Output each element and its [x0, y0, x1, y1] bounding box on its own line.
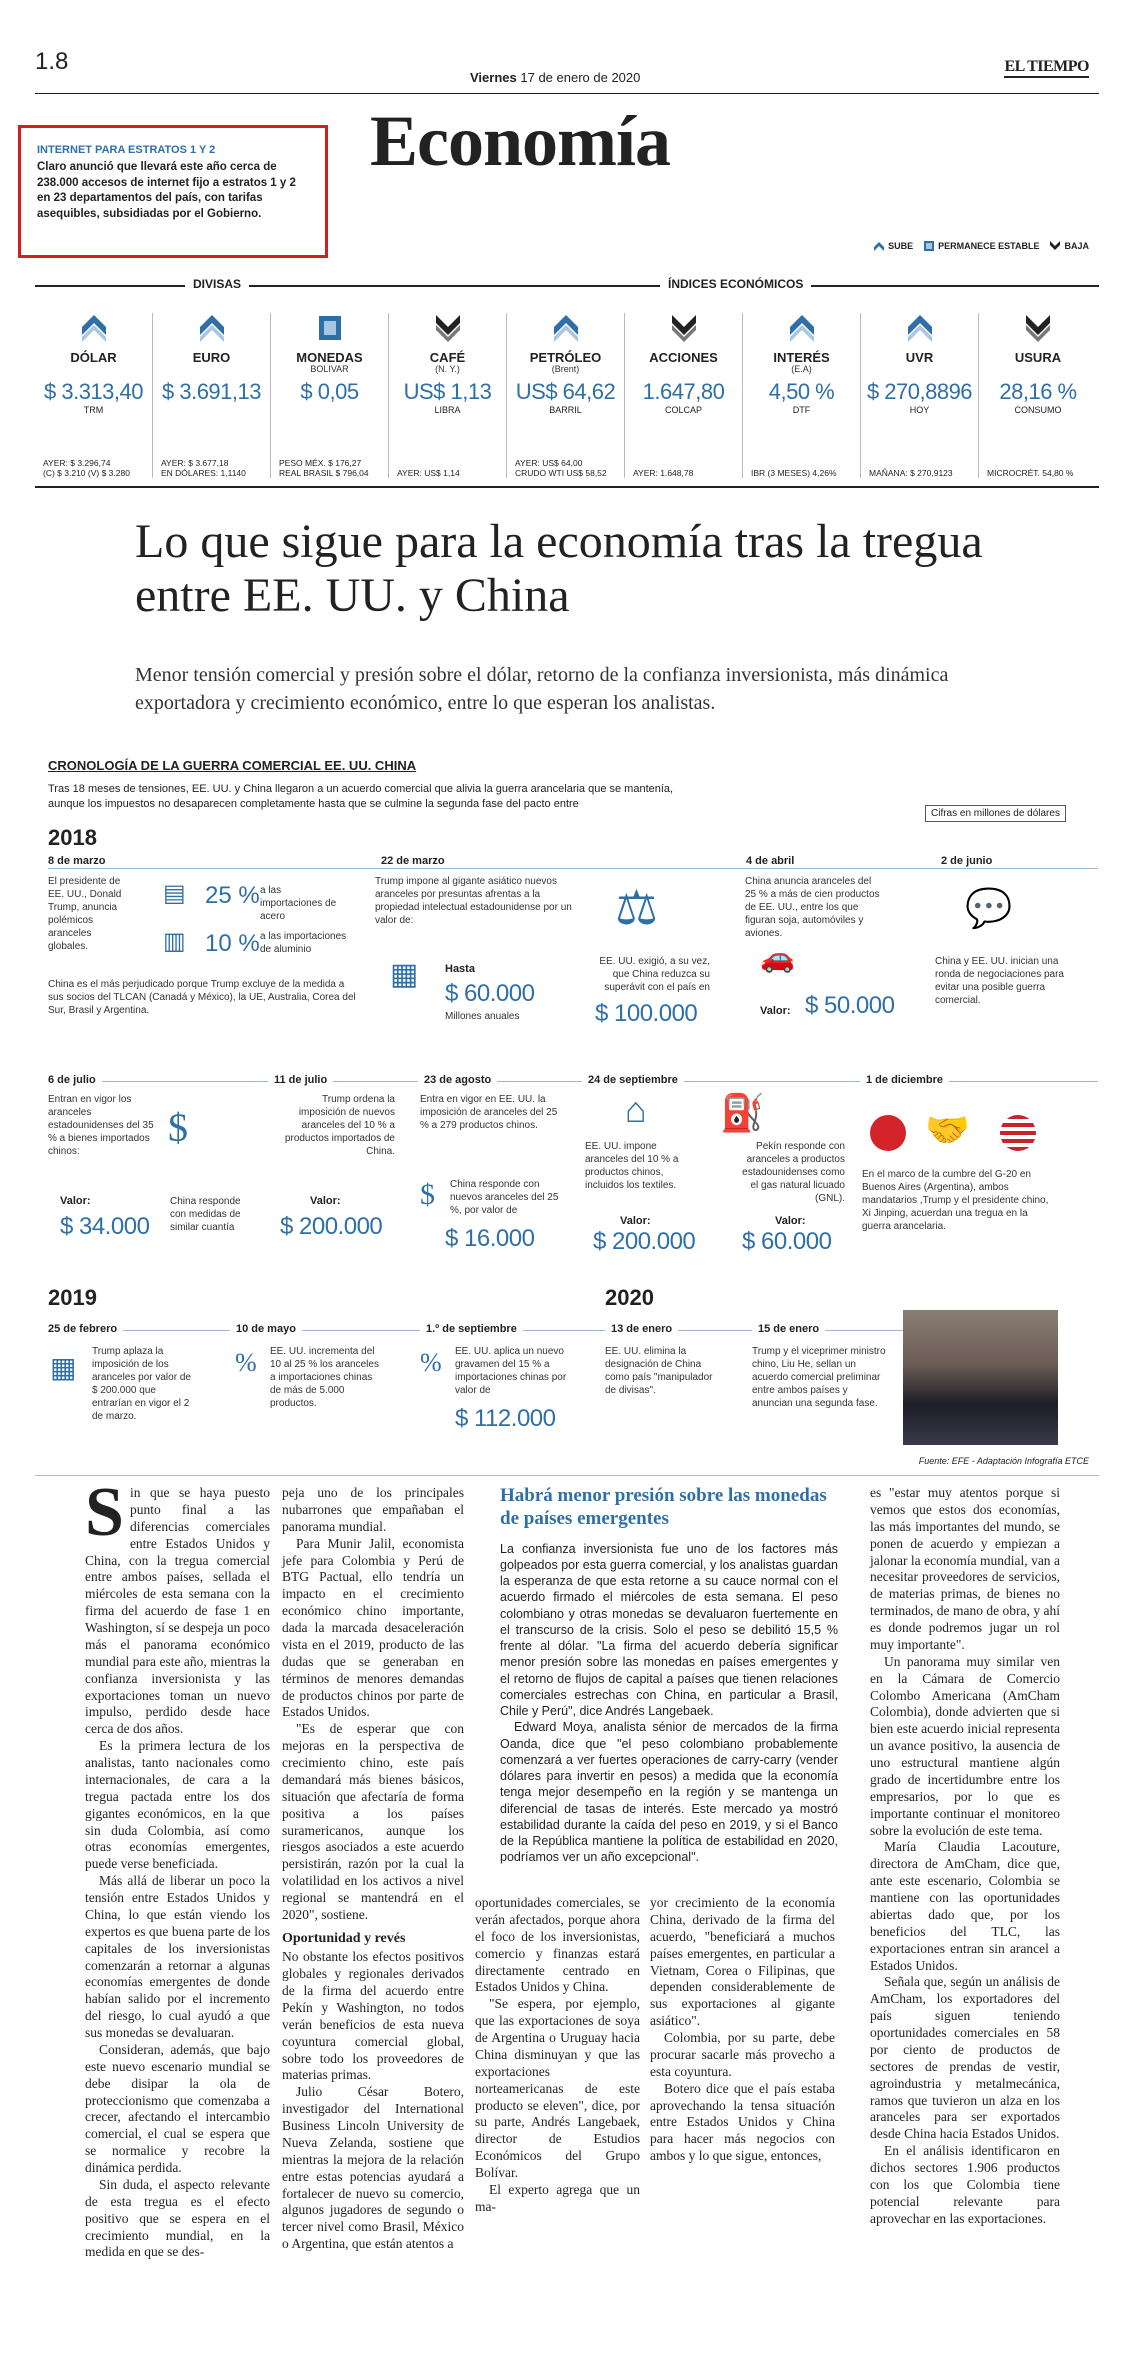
indicator-unit: COLCAP: [664, 405, 702, 415]
event-note: China responde con medidas de similar cuantía: [170, 1196, 241, 1233]
event-note: China es el más perjudicado porque Trump excluye de la medida a sus socios del TLCAN (Canadá y México), la UE, Australia, Corea del Sur, Brasil y Argentina.: [48, 979, 356, 1016]
indicator-monedas: [271, 313, 389, 478]
value-label: Valor:: [310, 1195, 341, 1207]
box-body: La confianza inversionista fue uno de los factores más golpeados por esta guerra comercial, y los analistas guardan la esperanza de que esta retorne a su cauce normal con el acuerdo firmado el miércoles de esta semana. El peso colombiano y otras monedas se devaluaron fuertemente en el transcurso de la crisis. Solo el peso se debilitó 15,5 % frente al dólar. "La firma del acuerdo debería significar menor presión sobre las monedas en países emergentes y el retorno de flujos de capital a países que tienen relaciones comerciales estrechas con China, en particular a Brasil, Chile y Perú", dice Andrés Langebaek. Edward Moya, analista sénior de mercados de la firma Oanda, dice que "el peso colombiano probablemente comenzará a ver fuertes operaciones de carry-carry (vender dólares para invertir en pesos) a medida que la economía tenga mejor desempeño en la región y se mantenga un diferencial de tasas de interés. Este mercado ya mostró estabilidad durante la caída del peso en 2019, y si el Banco de la República mantiene la política de estabilidad en 2020, podríamos ver un año excepcional".: [500, 1541, 838, 1865]
indicator-unit: BARRIL: [549, 405, 582, 415]
page-number: 1.8: [35, 48, 69, 75]
newspaper-logo: EL TIEMPO: [1004, 58, 1089, 78]
trend-down-icon: [1024, 313, 1052, 343]
chronology-title: CRONOLOGÍA DE LA GUERRA COMERCIAL EE. UU. CHINA: [48, 758, 417, 773]
indicator-sub: BOLIVAR: [310, 364, 349, 374]
article-column-2: peja uno de los principales nubarrones que empañaban el panorama mundial. Para Munir Jalil, economista jefe para Colombia y Perú de BTG Pactual, ello tendría un impacto en el crecimiento económico chino importante, dada la marcada desaceleración vista en el 2019, producto de las dudas que se generaban en términos de menores demandas de productos chinos por parte de Estados Unidos. "Es de esperar que con mejoras en la perspectiva de crecimiento chino, este país demandará más bienes básicos, situación que afectaría de forma positiva a los países suramericanos, aunque los riesgos asociados a este acuerdo persistirán, razón por la cual la volatilidad en los activos a nivel regional se mantendrá en el 2020", sostiene. Oportunidad y revés No obstante los efectos positivos globales y regionales derivados de la firma del acuerdo entre Pekín y Washington, no todos verán beneficios de esta nueva coyuntura comercial global, sobre todo los proveedores de materias primas. Julio César Botero, investigador del International Business Lincoln University de Nueva Zelanda, sostiene que mientras la mejora de la relación entre estas potencias ayudará a fortalecer de nuevo su comercio, algunos jugadores de segundo o tercer nivel como Brasil, México o Argentina, que están atentos a: [282, 1485, 464, 2252]
indicator-name: CAFÉ: [429, 350, 466, 365]
promo-text: Claro anunció que llevará este año cerca de 238.000 accesos de internet fijo a estratos 1 y 2 en 23 departamentos del país, con tarifas asequibles, subsidiadas por el Gobierno.: [37, 161, 296, 220]
indicator-name: UVR: [905, 350, 934, 365]
dollar-icon: $: [420, 1178, 435, 1211]
indicator-value: 1.647,80: [642, 379, 725, 404]
box-headline: Habrá menor presión sobre las monedas de países emergentes: [500, 1485, 827, 1529]
indicator-value: 28,16 %: [999, 379, 1077, 404]
tariff-aluminum: 10 %: [205, 930, 260, 957]
percent-up-icon: %: [235, 1348, 257, 1377]
steel-icon: ▤: [163, 881, 186, 907]
value-label: Valor:: [775, 1215, 806, 1227]
value-label: Valor:: [760, 1005, 791, 1017]
promo-title: INTERNET PARA ESTRATOS 1 Y 2: [37, 144, 216, 156]
indicator-footnote: PESO MÉX. $ 176,27 REAL BRASIL $ 796,04: [279, 457, 369, 478]
event-date: 6 de julio: [48, 1074, 102, 1086]
indicator-euro: [153, 313, 271, 478]
event-date: 10 de mayo: [230, 1323, 302, 1335]
event-value-2: $ 60.000: [742, 1228, 832, 1255]
indicator-interés: [743, 313, 861, 478]
trend-legend: SUBE PERMANECE ESTABLE BAJA: [873, 240, 1089, 252]
down-icon: [1049, 240, 1061, 252]
event-value: $ 34.000: [60, 1213, 150, 1240]
indicator-sub: [153, 364, 270, 375]
article-rule: [35, 1475, 1099, 1476]
sidebar-box: [500, 1485, 838, 1866]
event-note: Pekín responde con aranceles a productos estadounidenses como el gas natural licuado (GNL).: [742, 1141, 845, 1204]
indicator-café: [389, 313, 507, 478]
header-rule: [35, 93, 1099, 94]
indicator-value: US$ 1,13: [403, 379, 492, 404]
event-value: $ 112.000: [455, 1405, 556, 1432]
indicator-footnote: AYER: US$ 1,14: [397, 467, 460, 478]
scale-icon: ⚖: [615, 882, 659, 935]
event-text: China y EE. UU. inician una ronda de negociaciones para evitar una posible guerra comercial.: [935, 956, 1064, 1006]
promo-box: [18, 125, 328, 258]
indicator-value: $ 0,05: [300, 379, 359, 404]
event-text: Trump aplaza la imposición de los aranceles por valor de $ 200.000 que entrarían en vigor el 2 de marzo.: [92, 1346, 191, 1422]
event-text: EE. UU. incrementa del 10 al 25 % los aranceles a importaciones chinas de más de 5.000 productos.: [270, 1346, 379, 1409]
tariff-aluminum-label: a las importaciones de aluminio: [260, 931, 347, 955]
indicator-name: INTERÉS: [773, 350, 830, 365]
indicator-unit: HOY: [909, 405, 930, 415]
event-text: EE. UU. elimina la designación de China como país "manipulador de divisas".: [605, 1346, 713, 1396]
year-2020: 2020: [605, 1285, 654, 1310]
indicator-dólar: [35, 313, 153, 478]
chronology-intro: Tras 18 meses de tensiones, EE. UU. y China llegaron a un acuerdo comercial que alivia la guerra arancelaria que se mantenía, aunque los impuestos no desaparecen completamente hasta que se culmine la segunda fase del pacto entre: [48, 783, 674, 811]
event-text: Trump y el viceprimer ministro chino, Liu He, sellan un acuerdo comercial preliminar entre ambos países y anuncian una segunda fase.: [752, 1346, 886, 1409]
event-text: EE. UU. impone aranceles del 10 % a productos chinos, incluidos los textiles.: [585, 1141, 679, 1191]
indicator-usura: [979, 313, 1097, 478]
issue-date: Viernes 17 de enero de 2020: [470, 70, 641, 85]
indicator-sub: [35, 364, 152, 375]
trend-up-icon: [788, 313, 816, 343]
indicator-value: $ 270,8896: [866, 379, 973, 404]
indicator-sub: [861, 364, 978, 375]
value-label: Valor:: [620, 1215, 651, 1227]
event-unit: Millones anuales: [445, 1011, 520, 1022]
timeline-line: [48, 1330, 1048, 1331]
subheading: Oportunidad y revés: [282, 1930, 406, 1946]
chat-icon: 💬: [965, 888, 1013, 930]
event-text: Trump impone al gigante asiático nuevos aranceles por presuntas afrentas a la propiedad intelectual estadounidense por un valor de:: [375, 876, 572, 926]
event-date: 4 de abril: [740, 855, 800, 867]
trend-down-icon: [434, 313, 462, 343]
indicator-uvr: [861, 313, 979, 478]
hasta-label: Hasta: [445, 963, 475, 975]
trend-up-icon: [552, 313, 580, 343]
indicator-sub: (E.A): [791, 364, 812, 374]
indicator-footnote: IBR (3 MESES) 4,26%: [751, 467, 837, 478]
aluminum-icon: ▥: [163, 929, 186, 955]
timeline-line: [48, 868, 1098, 869]
event-note: EE. UU. exigió, a su vez, que China reduzca su superávit con el país en: [599, 956, 710, 993]
event-text: El presidente de EE. UU., Donald Trump, anuncia polémicos aranceles globales.: [48, 876, 122, 952]
indicator-name: DÓLAR: [70, 350, 117, 365]
event-value: $ 60.000: [445, 980, 535, 1007]
event-value-2: $ 100.000: [595, 1000, 698, 1027]
article-headline: Lo que sigue para la economía tras la tregua entre EE. UU. y China: [135, 515, 983, 623]
year-2018: 2018: [48, 825, 97, 850]
trend-up-icon: [198, 313, 226, 343]
event-date: 1 de diciembre: [860, 1074, 949, 1086]
indicator-value: US$ 64,62: [515, 379, 616, 404]
up-icon: [873, 240, 885, 252]
indicator-sub: (N. Y.): [435, 364, 460, 374]
event-date: 23 de agosto: [418, 1074, 497, 1086]
indicator-footnote: AYER: US$ 64,00 CRUDO WTI US$ 58,52: [515, 457, 607, 478]
article-deck: Menor tensión comercial y presión sobre el dólar, retorno de la confianza inversionista, más dinámica exportadora y crecimiento económico, entre lo que esperan los analistas.: [135, 664, 949, 714]
event-date: 15 de enero: [752, 1323, 825, 1335]
event-date: 1.º de septiembre: [420, 1323, 523, 1335]
gas-pump-icon: ⛽: [720, 1093, 765, 1133]
indicator-footnote: AYER: $ 3.677,18 EN DÓLARES: 1,1140: [161, 457, 246, 478]
event-text: China anuncia aranceles del 25 % a más de cien productos de EE. UU., entre los que figuran soja, automóviles y aviones.: [745, 876, 880, 939]
tariff-steel-label: a las importaciones de acero: [260, 885, 337, 922]
indicator-petróleo: [507, 313, 625, 478]
china-flag-icon: [870, 1115, 906, 1151]
trend-up-icon: [906, 313, 934, 343]
indicator-acciones: [625, 313, 743, 478]
trend-up-icon: [80, 313, 108, 343]
event-value: $ 200.000: [280, 1213, 383, 1240]
indicator-sub: [625, 364, 742, 375]
indicator-name: USURA: [1014, 350, 1062, 365]
article-column-1: Sin que se haya puesto punto final a las diferencias comerciales entre Estados Unidos y China, con la tregua comercial entre ambos países, sellada el miércoles de esta semana con la firma del acuerdo de fase 1 en Washington, sí se despeja un poco más el panorama económico mundial para este año, mientras la confianza inversionista y las exportaciones toman un nuevo impulso, perdido desde hace cerca de dos años. Es la primera lectura de los analistas, tanto nacionales como internacionales, de cara a la tregua pactada entre los dos gigantes económicos, en la que sin duda Colombia, así como otras economías emergentes, puede verse beneficiada. Más allá de liberar un poco la tensión entre Estados Unidos y China, lo que están viendo los expertos es que buena parte de los capitales de los inversionistas comenzarán a retornar a algunas economías emergentes de donde habían salido por el incremento del riesgo, lo cual ayudó a que sus monedas se devaluaran. Consideran, además, que bajo este nuevo escenario mundial se debe disipar la ola de proteccionismo que comenzaba a crecer, afectando el intercambio comercial, el cual se espera que se normalice y recobre la dinámica perdida. Sin duda, el aspecto relevante de esta tregua es el efecto positivo que se espera en el crecimiento mundial, en la medida en que se des-: [85, 1474, 270, 2260]
trend-flat-icon: [316, 313, 344, 343]
handshake-icon: 🤝: [925, 1110, 970, 1150]
exchange-icon: $: [168, 1105, 188, 1150]
indicator-name: PETRÓLEO: [529, 350, 602, 365]
trend-down-icon: [670, 313, 698, 343]
event-text: EE. UU. aplica un nuevo gravamen del 15 % a importaciones chinas por valor de: [455, 1346, 567, 1396]
indicators-bottom-rule: [35, 486, 1099, 488]
indicator-name: ACCIONES: [649, 350, 718, 365]
indicator-footnote: AYER: $ 3.296,74 (C) $ 3.210 (V) $ 3.280: [43, 457, 130, 478]
event-value: $ 200.000: [593, 1228, 696, 1255]
event-value: $ 50.000: [805, 992, 895, 1019]
indicator-unit: CONSUMO: [1014, 405, 1062, 415]
event-text: En el marco de la cumbre del G-20 en Buenos Aires (Argentina), ambos mandatarios ,Trump y el presidente chino, Xi Jinping, acuerdan una tregua en la guerra arancelaria.: [862, 1169, 1049, 1232]
indicator-name: EURO: [192, 350, 231, 365]
indicator-name: MONEDAS: [296, 350, 363, 365]
indicator-footnote: MICROCRÉT. 54,80 %: [987, 467, 1074, 478]
source-credit: Fuente: EFE - Adaptación Infografía ETCE: [918, 1456, 1089, 1466]
indicator-value: $ 3.691,13: [162, 379, 261, 404]
percent-icon: %: [420, 1348, 442, 1377]
event-text: Entran en vigor los aranceles estadounidenses del 35 % a bienes importados chinos:: [48, 1094, 154, 1157]
event-date: 25 de febrero: [48, 1323, 123, 1335]
event-text: Trump ordena la imposición de nuevos aranceles del 10 % a productos importados de China.: [284, 1094, 395, 1157]
calendar-icon: ▦: [50, 1353, 77, 1384]
usa-flag-icon: [1000, 1115, 1036, 1151]
event-date: 24 de septiembre: [582, 1074, 684, 1086]
year-2019: 2019: [48, 1285, 97, 1310]
indices-label: ÍNDICES ECONÓMICOS: [660, 277, 811, 291]
money-icon: ▦: [390, 958, 419, 991]
event-date: 8 de marzo: [48, 855, 111, 867]
event-text: Entra en vigor en EE. UU. la imposición de aranceles del 25 % a 279 productos chinos.: [420, 1094, 558, 1131]
hanger-icon: ⌂: [625, 1090, 647, 1130]
article-column-3: oportunidades comerciales, se verán afectados, porque ahora el foco de los inversionistas, comercio y finanzas estará directamente centrado en Estados Unidos y China. "Se espera, por ejemplo, que las exportaciones de soya de Argentina o Uruguay hacia China disminuyan y que las exportaciones norteamericanas de este producto se eleven", dice, por su parte, Andrés Langebaek, director de Estudios Económicos del Grupo Bolívar. El experto agrega que un ma-: [475, 1895, 640, 2214]
indicator-sub: (Brent): [551, 364, 580, 374]
indicator-value: 4,50 %: [768, 379, 835, 404]
signing-photo: [903, 1310, 1058, 1445]
indicator-footnote: AYER: 1.648,78: [633, 467, 694, 478]
indicator-footnote: MAÑANA: $ 270,9123: [869, 467, 953, 478]
event-note: China responde con nuevos aranceles del 25 %, por valor de: [450, 1179, 559, 1216]
event-date: 11 de julio: [268, 1074, 333, 1086]
tariff-steel: 25 %: [205, 882, 260, 909]
divisas-label: DIVISAS: [185, 277, 249, 291]
indicator-unit: DTF: [792, 405, 811, 415]
event-date: 2 de junio: [935, 855, 998, 867]
section-title: Economía: [370, 101, 671, 181]
indicator-sub: [979, 364, 1097, 375]
article-column-4: yor crecimiento de la economía China, derivado de la firma del acuerdo, "beneficiará a muchos países emergentes, en particular a Vietnam, Corea o Filipinas, que dependen considerablemente de sus exportaciones al gigante asiático". Colombia, por su parte, debe procurar sacarle más provecho a esta coyuntura. Botero dice que el país estaba aprovechando la tensa situación entre Estados Unidos y China para hacer más negocios con ambos y lo que sigue, entonces,: [650, 1895, 835, 2164]
drop-cap: S: [85, 1474, 124, 1551]
event-date: 13 de enero: [605, 1323, 678, 1335]
value-label: Valor:: [60, 1195, 91, 1207]
article-column-5: es "estar muy atentos porque si vemos que estos dos economías, las más importantes del mundo, se ponen de acuerdo y empiezan a jalonar la economía mundial, van a necesitar proveedores de servicios, de materias primas, de bienes no terminados, de mano de obra, y ahí es donde podremos jugar un rol muy importante". Un panorama muy similar ven en la Cámara de Comercio Colombo Americana (AmCham Colombia), donde advierten que si bien este acuerdo inicial representa un avance positivo, la ausencia de uno estructural mantiene algún grado de incertidumbre entre los empresarios, por lo que es importante continuar el monitoreo sobre la evolución de este tema. María Claudia Lacouture, directora de AmCham, dice que, ante este escenario, Colombia se mantiene con las oportunidades abiertas dado que, por los beneficios del TLC, las exportaciones entran sin arancel a Estados Unidos. Señala que, según un análisis de AmCham, los exportadores del país siguen teniendo oportunidades comerciales en 58 por ciento de productos de sectores de prendas de vestir, agroindustria y metalmecánica, ramos que tuvieron un alza en los aranceles para ser exportados desde China hacia Estados Unidos. En el análisis identificaron en dichos sectores 1.906 productos con los que Colombia tiene potencial relevante para aprovechar en las exportaciones.: [870, 1485, 1060, 2226]
indicator-unit: LIBRA: [434, 405, 461, 415]
indicator-value: $ 3.313,40: [44, 379, 143, 404]
products-icon: 🚗: [760, 943, 795, 974]
flat-icon: [923, 240, 935, 252]
units-note: Cifras en millones de dólares: [925, 805, 1066, 822]
event-date: 22 de marzo: [375, 855, 451, 867]
event-value: $ 16.000: [445, 1225, 535, 1252]
indicator-unit: TRM: [83, 405, 104, 415]
